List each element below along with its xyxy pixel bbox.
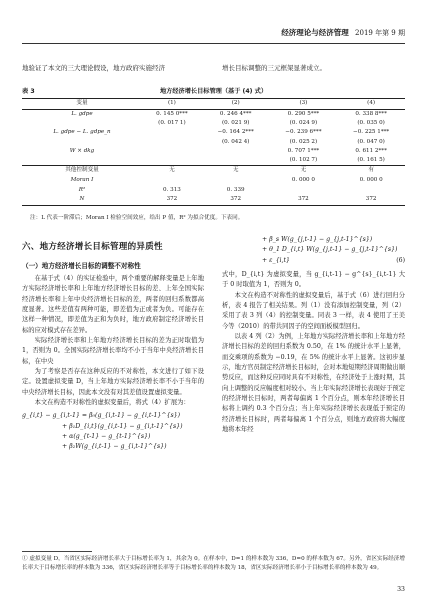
standard-error-cell — [202, 156, 270, 166]
table-row — [22, 147, 405, 157]
moran-cell — [202, 176, 270, 186]
equation-number: (6) — [396, 256, 405, 264]
table-row — [22, 176, 405, 186]
moran-cell: 0. 000 0 — [359, 176, 383, 183]
r2-cell — [337, 186, 405, 196]
standard-error-cell: (0. 047 0) — [357, 138, 385, 145]
n-cell: 372 — [166, 196, 178, 203]
coefficient-cell: −0. 239 6*** — [285, 129, 322, 136]
running-header — [22, 27, 405, 41]
intro-text-right: 增长目标调整的三元框架显著成立。 — [222, 64, 326, 72]
coefficient-cell — [142, 147, 202, 157]
paragraph: 实际经济增长率和上年地方经济增长目标的差为正时取值为 1，否则为 0。全国实际经济增长率均不小于当年中央经济增长目标，在中央 — [22, 337, 204, 365]
section-title: 六、地方经济增长目标管理的异质性 — [22, 242, 163, 252]
header-rule — [22, 43, 405, 44]
table-row — [22, 138, 405, 147]
equation-line — [222, 256, 405, 266]
standard-error-cell: (0. 017 1) — [158, 120, 186, 127]
table-row — [22, 119, 405, 128]
footnote-rule — [22, 551, 92, 552]
standard-error-cell: (0. 161 5) — [357, 157, 385, 164]
n-cell: 372 — [298, 196, 309, 203]
page-number: 33 — [397, 586, 405, 593]
journal-name: 经济理论与经济管理 — [281, 28, 349, 37]
coefficient-cell: 0. 338 8*** — [355, 110, 387, 117]
coefficient-cell: 0. 145 0*** — [156, 110, 188, 117]
paragraph: 式中，D_{i,t} 为虚拟变量，当 g_{i,t-1} − g^{s}_{i,t-1} 大于 0 时取值为 1，否则为 0。 — [222, 270, 405, 289]
column-header: 变量 — [76, 100, 88, 106]
variable-name: L. gdpe − L. gdpe_n — [53, 129, 111, 136]
equation-line: + β₁D_{i,t}(g_{i,t-1} − g_{i,t-1}^{s}) — [62, 422, 183, 430]
controls-cell: 无 — [300, 167, 307, 174]
regression-table — [22, 98, 405, 206]
equation-line: + β₂W(g_{i,t-1} − g_{i,t-1}^{s}) — [62, 443, 167, 451]
table-row — [22, 156, 405, 166]
equation-6-part1 — [22, 411, 204, 452]
controls-cell: 无 — [232, 167, 239, 174]
table-row — [22, 166, 405, 176]
equation-line: g_{i,t} − g_{i,t-1} = β₀(g_{i,t-1} − g_{i,t-1}^{s}) — [22, 412, 180, 420]
coefficient-cell: 0. 290 5*** — [287, 110, 320, 117]
standard-error-cell: (0. 025 2) — [289, 138, 318, 145]
standard-error-cell — [142, 156, 202, 166]
table-title: 地方经济增长目标管理（基于 (4) 式） — [159, 88, 268, 95]
standard-error-cell: (0. 042 4) — [221, 138, 250, 145]
variable-name: L. gdpe — [71, 110, 93, 117]
variable-name: Moran I — [70, 176, 94, 183]
column-header: (2) — [231, 100, 240, 106]
left-column — [22, 232, 204, 457]
r2-cell: 0. 313 — [163, 186, 181, 193]
column-header: (4) — [367, 100, 376, 106]
r2-cell: 0. 339 — [226, 186, 245, 193]
r2-cell — [270, 186, 338, 196]
table-label: 表 3 — [22, 88, 35, 95]
moran-cell: 0. 000 0 — [291, 176, 315, 183]
controls-cell: 有 — [368, 167, 374, 174]
subsection-title: （一）地方经济增长目标的调整不对称性 — [22, 262, 141, 270]
paragraph: 在基于式（4）的实证检验中，两个重要的解释变量是上年地方实际经济增长率和上年地方经济增长目标的差、上年全国实际经济增长率和上年中央经济增长目标的差，两者的回归系数都高度显著。这些差值有两种可能，即差值为正或者为负。可能存在这样一种情况，即差值为正和为负时，地方政府制定经济增长目标的应对模式存在差异。 — [22, 275, 204, 334]
table-row — [22, 186, 405, 196]
equation-6-part2 — [222, 235, 405, 266]
standard-error-cell: (0. 021 9) — [221, 120, 250, 127]
controls-cell: 无 — [169, 167, 175, 174]
coefficient-cell — [142, 128, 202, 138]
coefficient-cell — [202, 147, 270, 157]
table-caption — [22, 86, 405, 95]
right-column — [222, 232, 405, 435]
variable-name: W × dkg — [69, 147, 95, 154]
standard-error-cell: (0. 024 9) — [289, 120, 318, 127]
standard-error-cell — [142, 138, 202, 147]
variable-name: 其他控制变量 — [65, 167, 99, 174]
n-cell: 372 — [230, 196, 242, 203]
coefficient-cell: −0. 164 2*** — [217, 129, 254, 136]
equation-line: + α(g_{t-1} − g_{t-1}^{s}) — [62, 433, 151, 441]
paragraph: 为了考察是否存在这种反应的不对称性，本文进行了如下设定。设置虚拟变量 D，当上年地方实际经济增长率不小于当年的中央经济增长目标，因此本文没有对其差值设置虚拟变量。 — [22, 368, 204, 396]
table-note: 注：L 代表一阶滞后；Moran I 检验空间效应，给出 P 值，R² 为拟合优度。下表同。 — [30, 215, 244, 221]
coefficient-cell: −0. 225 1*** — [353, 129, 390, 136]
moran-cell — [142, 176, 202, 186]
intro-text-left: 地验证了本文的三大理论假设，地方政府实施经济 — [22, 64, 165, 72]
coefficient-cell: 0. 246 4*** — [219, 110, 252, 117]
footnote: ① 虚拟变量 D，当省区实际经济增长率大于目标增长率为 1，其余为 0。在样本中，D=1 的样本数为 336，D=0 的样本数为 67。另外，省区实际经济增长率大于目标增长率的样本数为 336，省区实际经济增长率等于目标增长率的样本数为 18，省区实际经济增长率小于目标增长率的样本数为 49。 — [22, 556, 405, 571]
coefficient-cell: 0. 707 1*** — [287, 147, 320, 154]
table-row — [22, 195, 405, 205]
coefficient-cell: 0. 611 2*** — [355, 147, 387, 154]
column-header: (3) — [299, 100, 308, 106]
column-header: (1) — [167, 100, 176, 106]
table-row — [22, 128, 405, 138]
standard-error-cell: (0. 102 7) — [289, 157, 318, 164]
standard-error-cell: (0. 035 0) — [357, 120, 385, 127]
table-header-row — [22, 99, 405, 110]
equation-line: + β_s W(g_{j,t-1} − g_{j,t-1}^{s}) — [262, 236, 373, 243]
variable-name: N — [79, 196, 85, 203]
paragraph: 以表 4 列（2）为例，上年地方实际经济增长率和上年地方经济增长目标的差的回归系数为 0.50，在 1% 的统计水平上显著，而交乘项的系数为 −0.19，在 5% 的统计水平上显著。这初步显示，地方官员制定经济增长目标时，会对本地短期经济周期做出顺势反应，而这种反应同时具有不对称性，在经济处于上涨时期，其向上调整的反应幅度相对较小。当上年实际经济增长表现好于预定的经济增长目标时，两者每偏离 1 个百分点，则本年经济增长目标将上调约 0.3 个百分点；当上年实际经济增长表现低于预定的经济增长目标时，两者每偏离 1 个百分点，则地方政府将大幅度地将本年经 — [222, 332, 405, 434]
n-cell: 372 — [365, 196, 377, 203]
paragraph: 本文在构造不对称性的虚拟变量后，将式（4）扩展为： — [34, 399, 190, 407]
issue-number: 2019 年第 9 期 — [355, 29, 405, 37]
table-row — [22, 109, 405, 119]
equation-error-term: + ε_{i,t} — [262, 256, 290, 264]
equation-line: + θ_1 D_{i,t} W(g_{j,t-1} − g_{j,t-1}^{s}) — [262, 246, 398, 254]
variable-name: R² — [78, 186, 86, 193]
paragraph: 本文在构造不对称性的虚拟变量后，基于式（6）进行回归分析，表 4 报告了相关结果。列（1）没有添加控制变量，列（2）采用了表 3 列（4）的控制变量。同表 3 一样，表 4 使用了王美今等（2010）的带共同因子的空间面板模型回归。 — [222, 291, 405, 330]
